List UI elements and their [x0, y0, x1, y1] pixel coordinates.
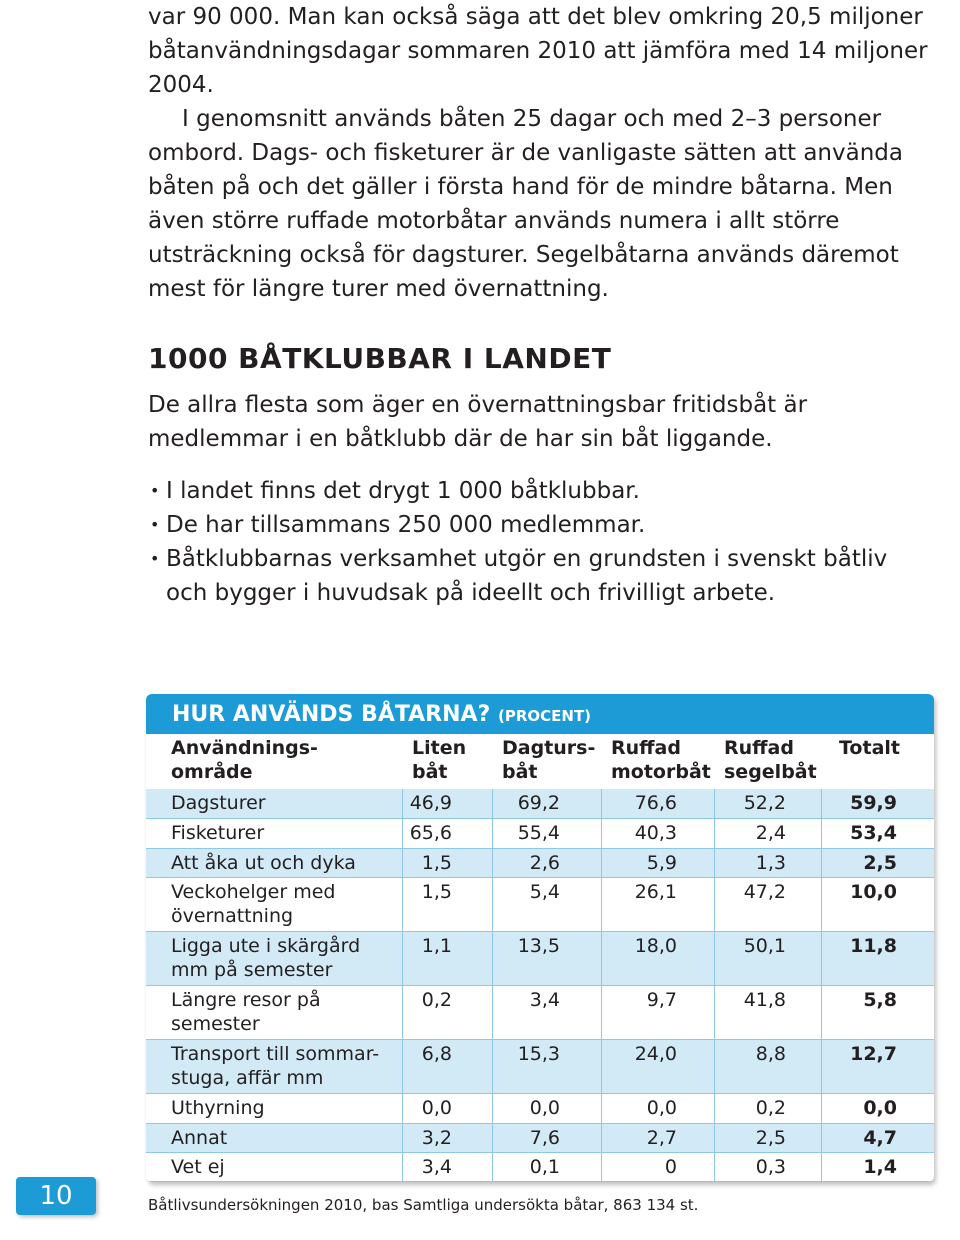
- value-cell: 9,7: [646, 989, 677, 1011]
- bullet-list: [148, 474, 928, 610]
- value-cell: 26,1: [634, 881, 677, 903]
- value-cell: 5,9: [646, 852, 677, 874]
- section-heading: 1000 BÅTKLUBBAR I LANDET: [148, 342, 612, 375]
- value-cell: 0,0: [646, 1097, 677, 1119]
- row-label: Att åka ut och dyka: [171, 852, 356, 874]
- page-number: 10: [16, 1177, 96, 1215]
- table-row: [146, 1094, 934, 1124]
- value-cell: 5,4: [529, 881, 560, 903]
- row-label: Veckohelger med övernattning: [171, 881, 336, 927]
- total-value-cell: 1,4: [863, 1156, 897, 1178]
- value-cell: 41,8: [743, 989, 786, 1011]
- bullet-text: I landet finns det drygt 1 000 båtklubbar.: [166, 478, 640, 504]
- value-cell: 3,4: [421, 1156, 452, 1178]
- row-label: Transport till sommar-stuga, affär mm: [171, 1043, 380, 1089]
- row-label: Längre resor på semester: [171, 989, 321, 1035]
- value-cell: 1,3: [755, 852, 786, 874]
- value-cell: 7,6: [529, 1127, 560, 1149]
- table-title: [172, 702, 591, 727]
- value-cell: 50,1: [743, 935, 786, 957]
- value-cell: 1,5: [421, 852, 452, 874]
- value-cell: 46,9: [409, 792, 452, 814]
- intro-paragraph-2: I genomsnitt används båten 25 dagar och med 2–3 personer ombord. Dags- och fisketurer är de vanligaste sätten att använda båten på och det gäller i första hand för de mindre båtarna. Men även större ruffade motorbåtar används numera i allt större utsträckning också för dagsturer. Segelbåtarna används däremot mest för längre turer med övernattning.: [148, 106, 903, 302]
- column-header-line: område: [171, 761, 253, 783]
- column-header-line: båt: [502, 761, 538, 783]
- column-divider: [821, 789, 822, 1182]
- value-cell: 0,0: [529, 1097, 560, 1119]
- total-value-cell: 0,0: [863, 1097, 897, 1119]
- value-cell: 69,2: [517, 792, 560, 814]
- table-row: [146, 986, 934, 1040]
- intro-text: [148, 0, 938, 306]
- value-cell: 1,1: [421, 935, 452, 957]
- value-cell: 2,7: [646, 1127, 677, 1149]
- column-header-cabin-sailboat: [724, 736, 817, 784]
- usage-table: [146, 694, 934, 1182]
- table-row: [146, 1153, 934, 1182]
- column-header-line: motorbåt: [611, 761, 711, 783]
- total-value-cell: 5,8: [863, 989, 897, 1011]
- column-divider: [601, 789, 602, 1182]
- column-header-line: Ruffad: [724, 737, 794, 759]
- table-row: [146, 819, 934, 849]
- column-header-line: segelbåt: [724, 761, 817, 783]
- table-row: [146, 789, 934, 819]
- value-cell: 2,4: [755, 822, 786, 844]
- value-cell: 3,4: [529, 989, 560, 1011]
- total-value-cell: 53,4: [850, 822, 897, 844]
- section-lead: De allra flesta som äger en övernattningsbar fritidsbåt är medlemmar i en båtklubb där de har sin båt liggande.: [148, 392, 808, 452]
- row-label: Vet ej: [171, 1156, 225, 1178]
- value-cell: 0,2: [421, 989, 452, 1011]
- column-divider: [402, 789, 403, 1182]
- bullet-text: De har tillsammans 250 000 medlemmar.: [166, 512, 646, 538]
- column-header-line: Ruffad: [611, 737, 681, 759]
- value-cell: 47,2: [743, 881, 786, 903]
- intro-paragraph-1: var 90 000. Man kan också säga att det blev omkring 20,5 miljoner båtanvändningsdagar sommaren 2010 att jämföra med 14 miljoner 2004.: [148, 4, 928, 98]
- total-value-cell: 4,7: [863, 1127, 897, 1149]
- bullet-icon: •: [150, 515, 160, 534]
- value-cell: 52,2: [743, 792, 786, 814]
- value-cell: 13,5: [517, 935, 560, 957]
- table-title-main: HUR ANVÄNDS BÅTARNA?: [172, 702, 491, 727]
- bullet-text: Båtklubbarnas verksamhet utgör en grundsten i svenskt båtliv och bygger i huvudsak på ideellt och frivilligt arbete.: [166, 546, 888, 606]
- column-divider: [714, 789, 715, 1182]
- total-value-cell: 59,9: [850, 792, 897, 814]
- table-row: [146, 878, 934, 932]
- table-source-note: Båtlivsundersökningen 2010, bas Samtliga undersökta båtar, 863 134 st.: [148, 1196, 699, 1214]
- row-label: Annat: [171, 1127, 228, 1149]
- bullet-icon: •: [150, 481, 160, 500]
- value-cell: 65,6: [409, 822, 452, 844]
- value-cell: 0,0: [421, 1097, 452, 1119]
- value-cell: 40,3: [634, 822, 677, 844]
- column-header-line: Liten: [412, 737, 467, 759]
- value-cell: 0: [664, 1156, 677, 1178]
- value-cell: 18,0: [634, 935, 677, 957]
- value-cell: 55,4: [517, 822, 560, 844]
- value-cell: 2,6: [529, 852, 560, 874]
- bullet-icon: •: [150, 549, 160, 568]
- column-header-area: [171, 736, 318, 784]
- column-header-line: Dagturs-: [502, 737, 596, 759]
- value-cell: 15,3: [517, 1043, 560, 1065]
- value-cell: 1,5: [421, 881, 452, 903]
- total-value-cell: 11,8: [850, 935, 897, 957]
- column-header-line: Totalt: [839, 737, 900, 759]
- value-cell: 24,0: [634, 1043, 677, 1065]
- total-value-cell: 2,5: [863, 852, 897, 874]
- column-header-total: [839, 736, 900, 760]
- value-cell: 0,3: [755, 1156, 786, 1178]
- column-header-day-boat: [502, 736, 595, 784]
- value-cell: 2,5: [755, 1127, 786, 1149]
- column-header-line: Användnings-: [171, 737, 318, 759]
- column-header-cabin-motorboat: [611, 736, 711, 784]
- table-row: [146, 849, 934, 878]
- table-row: [146, 1040, 934, 1094]
- value-cell: 0,2: [755, 1097, 786, 1119]
- bullet-item: [148, 474, 928, 508]
- value-cell: 0,1: [529, 1156, 560, 1178]
- row-label: Dagsturer: [171, 792, 266, 814]
- bullet-item: [148, 542, 928, 610]
- value-cell: 76,6: [634, 792, 677, 814]
- column-header-line: båt: [412, 761, 448, 783]
- table-title-bar: [146, 694, 934, 734]
- table-row: [146, 1124, 934, 1153]
- value-cell: 8,8: [755, 1043, 786, 1065]
- row-label: Ligga ute i skärgård mm på semester: [171, 935, 361, 981]
- column-header-small-boat: [412, 736, 466, 784]
- table-row: [146, 932, 934, 986]
- column-divider: [492, 789, 493, 1182]
- table-title-sub: (PROCENT): [497, 707, 592, 725]
- total-value-cell: 10,0: [850, 881, 897, 903]
- row-label: Fisketurer: [171, 822, 265, 844]
- value-cell: 6,8: [421, 1043, 452, 1065]
- value-cell: 3,2: [421, 1127, 452, 1149]
- total-value-cell: 12,7: [850, 1043, 897, 1065]
- bullet-item: [148, 508, 928, 542]
- row-separator: [146, 1181, 934, 1182]
- row-label: Uthyrning: [171, 1097, 265, 1119]
